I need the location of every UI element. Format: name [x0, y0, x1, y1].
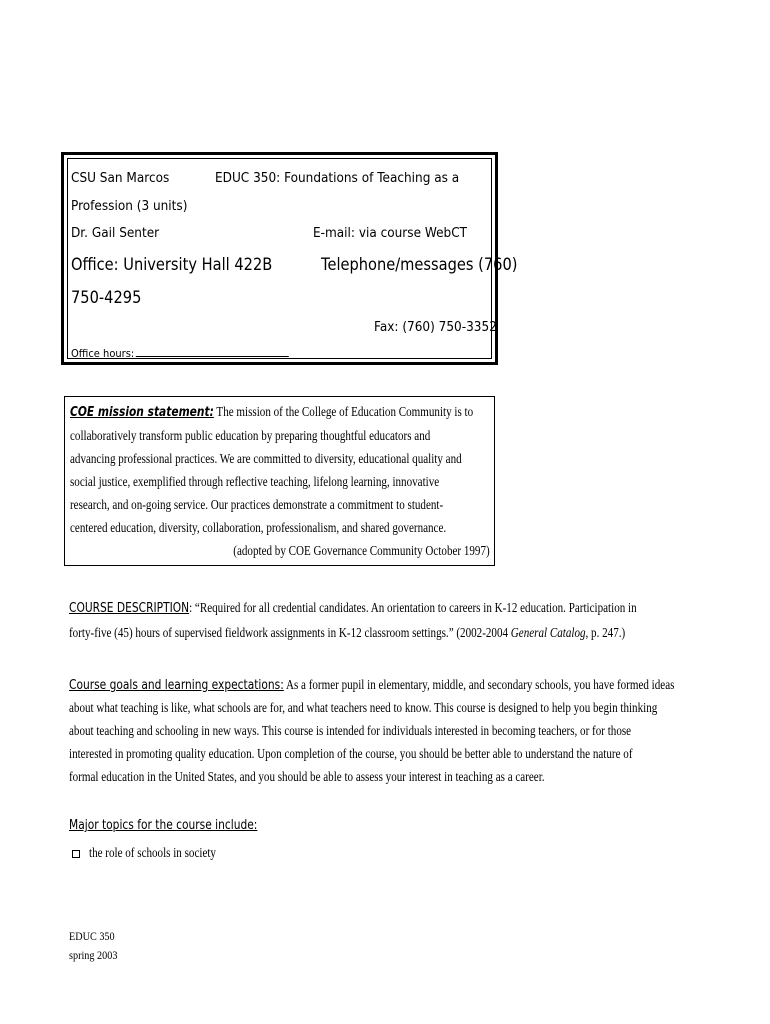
goals-heading: Course goals and learning expectations:	[69, 678, 284, 693]
instructor-name: Dr. Gail Senter	[71, 226, 160, 241]
course-title: EDUC 350: Foundations of Teaching as a	[215, 171, 460, 186]
goals-first-line	[69, 677, 674, 693]
goals-text: interested in promoting quality education. Upon completion of the course, you should be better able to understand the nature of	[69, 746, 633, 761]
topic-item: the role of schools in society	[89, 845, 216, 860]
mission-line: The mission of the College of Education Community is to	[216, 404, 474, 419]
goals-text: As a former pupil in elementary, middle, and secondary schools, you have formed ideas	[283, 677, 675, 692]
mission-line: advancing professional practices. We are committed to diversity, educational quality and	[70, 451, 462, 466]
course-header-inner	[67, 158, 518, 360]
goals-text: formal education in the United States, and you should be able to assess your interest in teaching as a career.	[69, 769, 545, 784]
office-hours	[71, 346, 289, 360]
checkbox-bullet-icon	[72, 850, 80, 858]
mission-line: social justice, exemplified through reflective teaching, lifelong learning, innovative	[70, 474, 440, 489]
office-location: Office: University Hall 422B	[71, 255, 273, 275]
footer-term: spring 2003	[69, 948, 118, 962]
mission-line: research, and on-going service. Our practices demonstrate a commitment to student-	[70, 497, 444, 512]
telephone: Telephone/messages (760)	[321, 255, 518, 275]
mission-line: collaboratively transform public education by preparing thoughtful educators and	[70, 428, 431, 443]
mission-adopted-note: (adopted by COE Governance Community October 1997)	[233, 543, 490, 558]
catalog-title: General Catalog	[510, 625, 586, 640]
course-description-text: : “Required for all credential candidates. An orientation to careers in K-12 education. Participation in	[189, 600, 637, 615]
goals-text: about what teaching is like, what schools are for, and what teachers need to know. This course is designed to help you begin thinking	[69, 700, 658, 715]
email-contact: E-mail: via course WebCT	[313, 226, 468, 241]
topics-heading: Major topics for the course include:	[69, 818, 258, 833]
fax-number: Fax: (760) 750-3352	[374, 320, 497, 335]
mission-heading: COE mission statement:	[70, 405, 214, 420]
course-description-text: , p. 247.)	[585, 625, 626, 640]
mission-line: centered education, diversity, collaboration, professionalism, and shared governance.	[70, 520, 447, 535]
mission-first-line	[70, 404, 473, 420]
course-description-line	[69, 600, 637, 616]
course-description-line	[69, 625, 625, 641]
office-hours-label: Office hours:	[71, 347, 135, 360]
mission-statement-box	[64, 396, 495, 566]
telephone-continued: 750-4295	[71, 288, 142, 308]
goals-text: about teaching and schooling in new ways. This course is intended for individuals interested in becoming teachers, or for those	[69, 723, 632, 738]
course-header-box	[61, 152, 518, 365]
office-hours-blank	[136, 346, 289, 357]
institution: CSU San Marcos	[71, 171, 170, 186]
course-title-continued: Profession (3 units)	[71, 199, 188, 214]
footer-course: EDUC 350	[69, 929, 115, 943]
course-description-heading: COURSE DESCRIPTION	[69, 601, 190, 616]
course-description-text: forty-five (45) hours of supervised fieldwork assignments in K-12 classroom settings.” (2002-2004	[69, 625, 511, 640]
